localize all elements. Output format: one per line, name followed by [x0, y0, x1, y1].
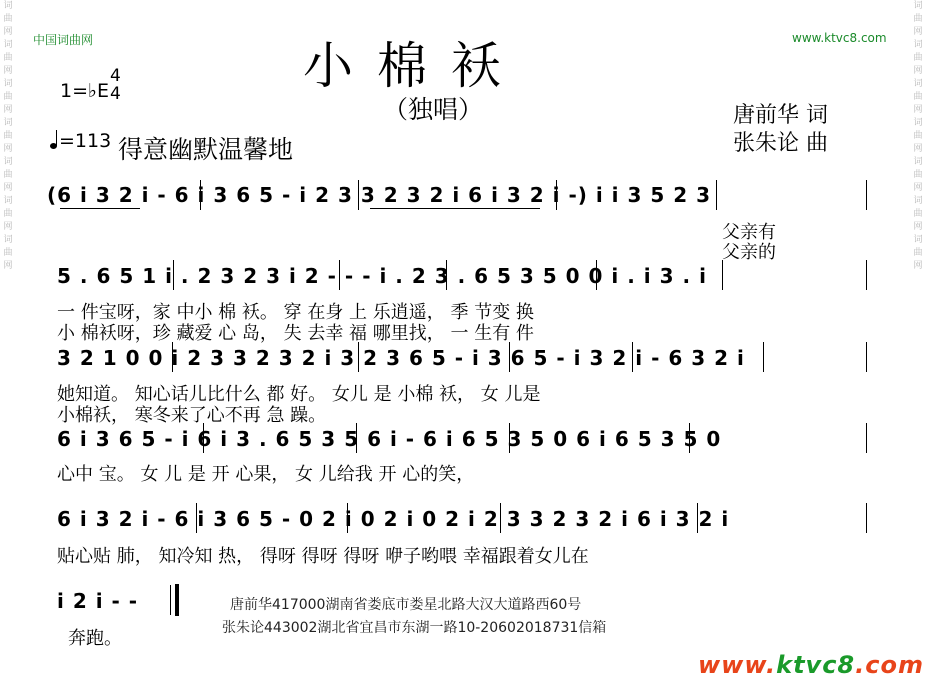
composer-credit: 张朱论 曲 [733, 131, 828, 156]
notation-line-4: 6 i 3 6 5 - i 6 i 3 . 6 5 3 5 6 i - 6 i 6 5 3 5 0 6 i 6 5 3 5 0 [57, 427, 722, 451]
barline [697, 503, 698, 533]
tempo-value: =113 [59, 130, 112, 152]
site-url-right[interactable]: www.ktvc8.com [792, 31, 887, 45]
lyric-line-4: 心中 宝。 女 儿 是 开 心果， 女 儿给我 开 心的笑， [57, 464, 475, 485]
barline [356, 423, 357, 453]
lyric-line-6: 奔跑。 [68, 628, 122, 649]
lyric-line-2a: 一 件宝呀，家 中小 棉 袄。 穿 在身 上 乐逍遥， 季 节变 换 [57, 302, 534, 323]
quarter-note-icon [50, 143, 57, 149]
notation-line-3: 3 2 1 0 0 i 2 3 3 2 3 2 i 3 2 3 6 5 - i 3 6 5 - i 3 2 i - 6 3 2 i [57, 346, 745, 370]
barline [866, 180, 867, 210]
final-barline-thin [170, 585, 171, 615]
barline [339, 260, 340, 290]
logo-ktv: ktvc8 [776, 651, 856, 679]
barline [556, 180, 557, 210]
notation-line-5: 6 i 3 2 i - 6 i 3 6 5 - 0 2 i 0 2 i 0 2 i 2 3 3 2 3 2 i 6 i 3 2 i [57, 507, 730, 531]
lyric-line-1a: 父亲有 [722, 222, 776, 243]
barline [173, 260, 174, 290]
barline [866, 423, 867, 453]
barline [866, 342, 867, 372]
barline [722, 260, 723, 290]
time-signature [110, 67, 121, 103]
watermark-left: 词曲网词曲网词曲网词曲网词曲网词曲网词曲网 [3, 1, 13, 271]
barline [196, 503, 197, 533]
beam-underline [370, 208, 540, 209]
barline [866, 503, 867, 533]
barline [509, 342, 510, 372]
barline [347, 503, 348, 533]
expression-marking: 得意幽默温馨地 [118, 135, 294, 164]
barline [172, 342, 173, 372]
song-title: 小棉袄 [303, 37, 525, 95]
lyricist-credit: 唐前华 词 [733, 103, 828, 128]
barline [200, 180, 201, 210]
lyricist-address: 唐前华417000湖南省娄底市娄星北路大汉大道路西60号 [230, 597, 582, 613]
barline [716, 180, 717, 210]
tempo-marking [50, 130, 111, 152]
notation-line-2: 5 . 6 5 1 i . 2 3 2 3 i 2 - - - i . 2 3 . 6 5 3 5 0 0 i . i 3 . i [57, 264, 707, 288]
notation-line-6: i 2 i - - [57, 589, 139, 613]
time-top: 4 [110, 66, 121, 86]
barline [689, 423, 690, 453]
final-barline-thick [175, 584, 179, 616]
time-bottom: 4 [110, 84, 121, 104]
song-subtitle: （独唱） [383, 95, 484, 124]
barline [763, 342, 764, 372]
site-logo[interactable] [698, 651, 924, 679]
barline [358, 180, 359, 210]
beam-underline [60, 208, 140, 209]
barline [203, 423, 204, 453]
lyric-line-1b: 父亲的 [722, 242, 776, 263]
barline [632, 342, 633, 372]
lyric-line-3b: 小棉袄， 寒冬来了心不再 急 躁。 [57, 405, 327, 426]
notation-line-1: (6 i 3 2 i - 6 i 3 6 5 - i 2 3 3 2 3 2 i 6 i 3 2 i -) i i 3 5 2 3 [47, 183, 712, 207]
barline [596, 260, 597, 290]
lyric-line-2b: 小 棉袄呀，珍 藏爱 心 岛， 失 去幸 福 哪里找， 一 生有 件 [57, 323, 534, 344]
watermark-right: 词曲网词曲网词曲网词曲网词曲网词曲网词曲网 [913, 1, 923, 271]
barline [446, 260, 447, 290]
barline [509, 423, 510, 453]
lyric-line-3a: 她知道。 知心话儿比什么 都 好。 女儿 是 小棉 袄， 女 儿是 [57, 384, 541, 405]
logo-www: www. [698, 651, 777, 679]
key-signature: 1=♭E [60, 80, 109, 102]
barline [500, 503, 501, 533]
logo-com: .com [855, 651, 924, 679]
barline [866, 260, 867, 290]
site-name-left[interactable]: 中国词曲网 [33, 33, 94, 47]
barline [358, 342, 359, 372]
composer-address: 张朱论443002湖北省宜昌市东湖一路10-20602018731信箱 [222, 620, 607, 636]
lyric-line-5: 贴心贴 肺， 知冷知 热， 得呀 得呀 得呀 咿子哟喂 幸福跟着女儿在 [57, 546, 589, 567]
